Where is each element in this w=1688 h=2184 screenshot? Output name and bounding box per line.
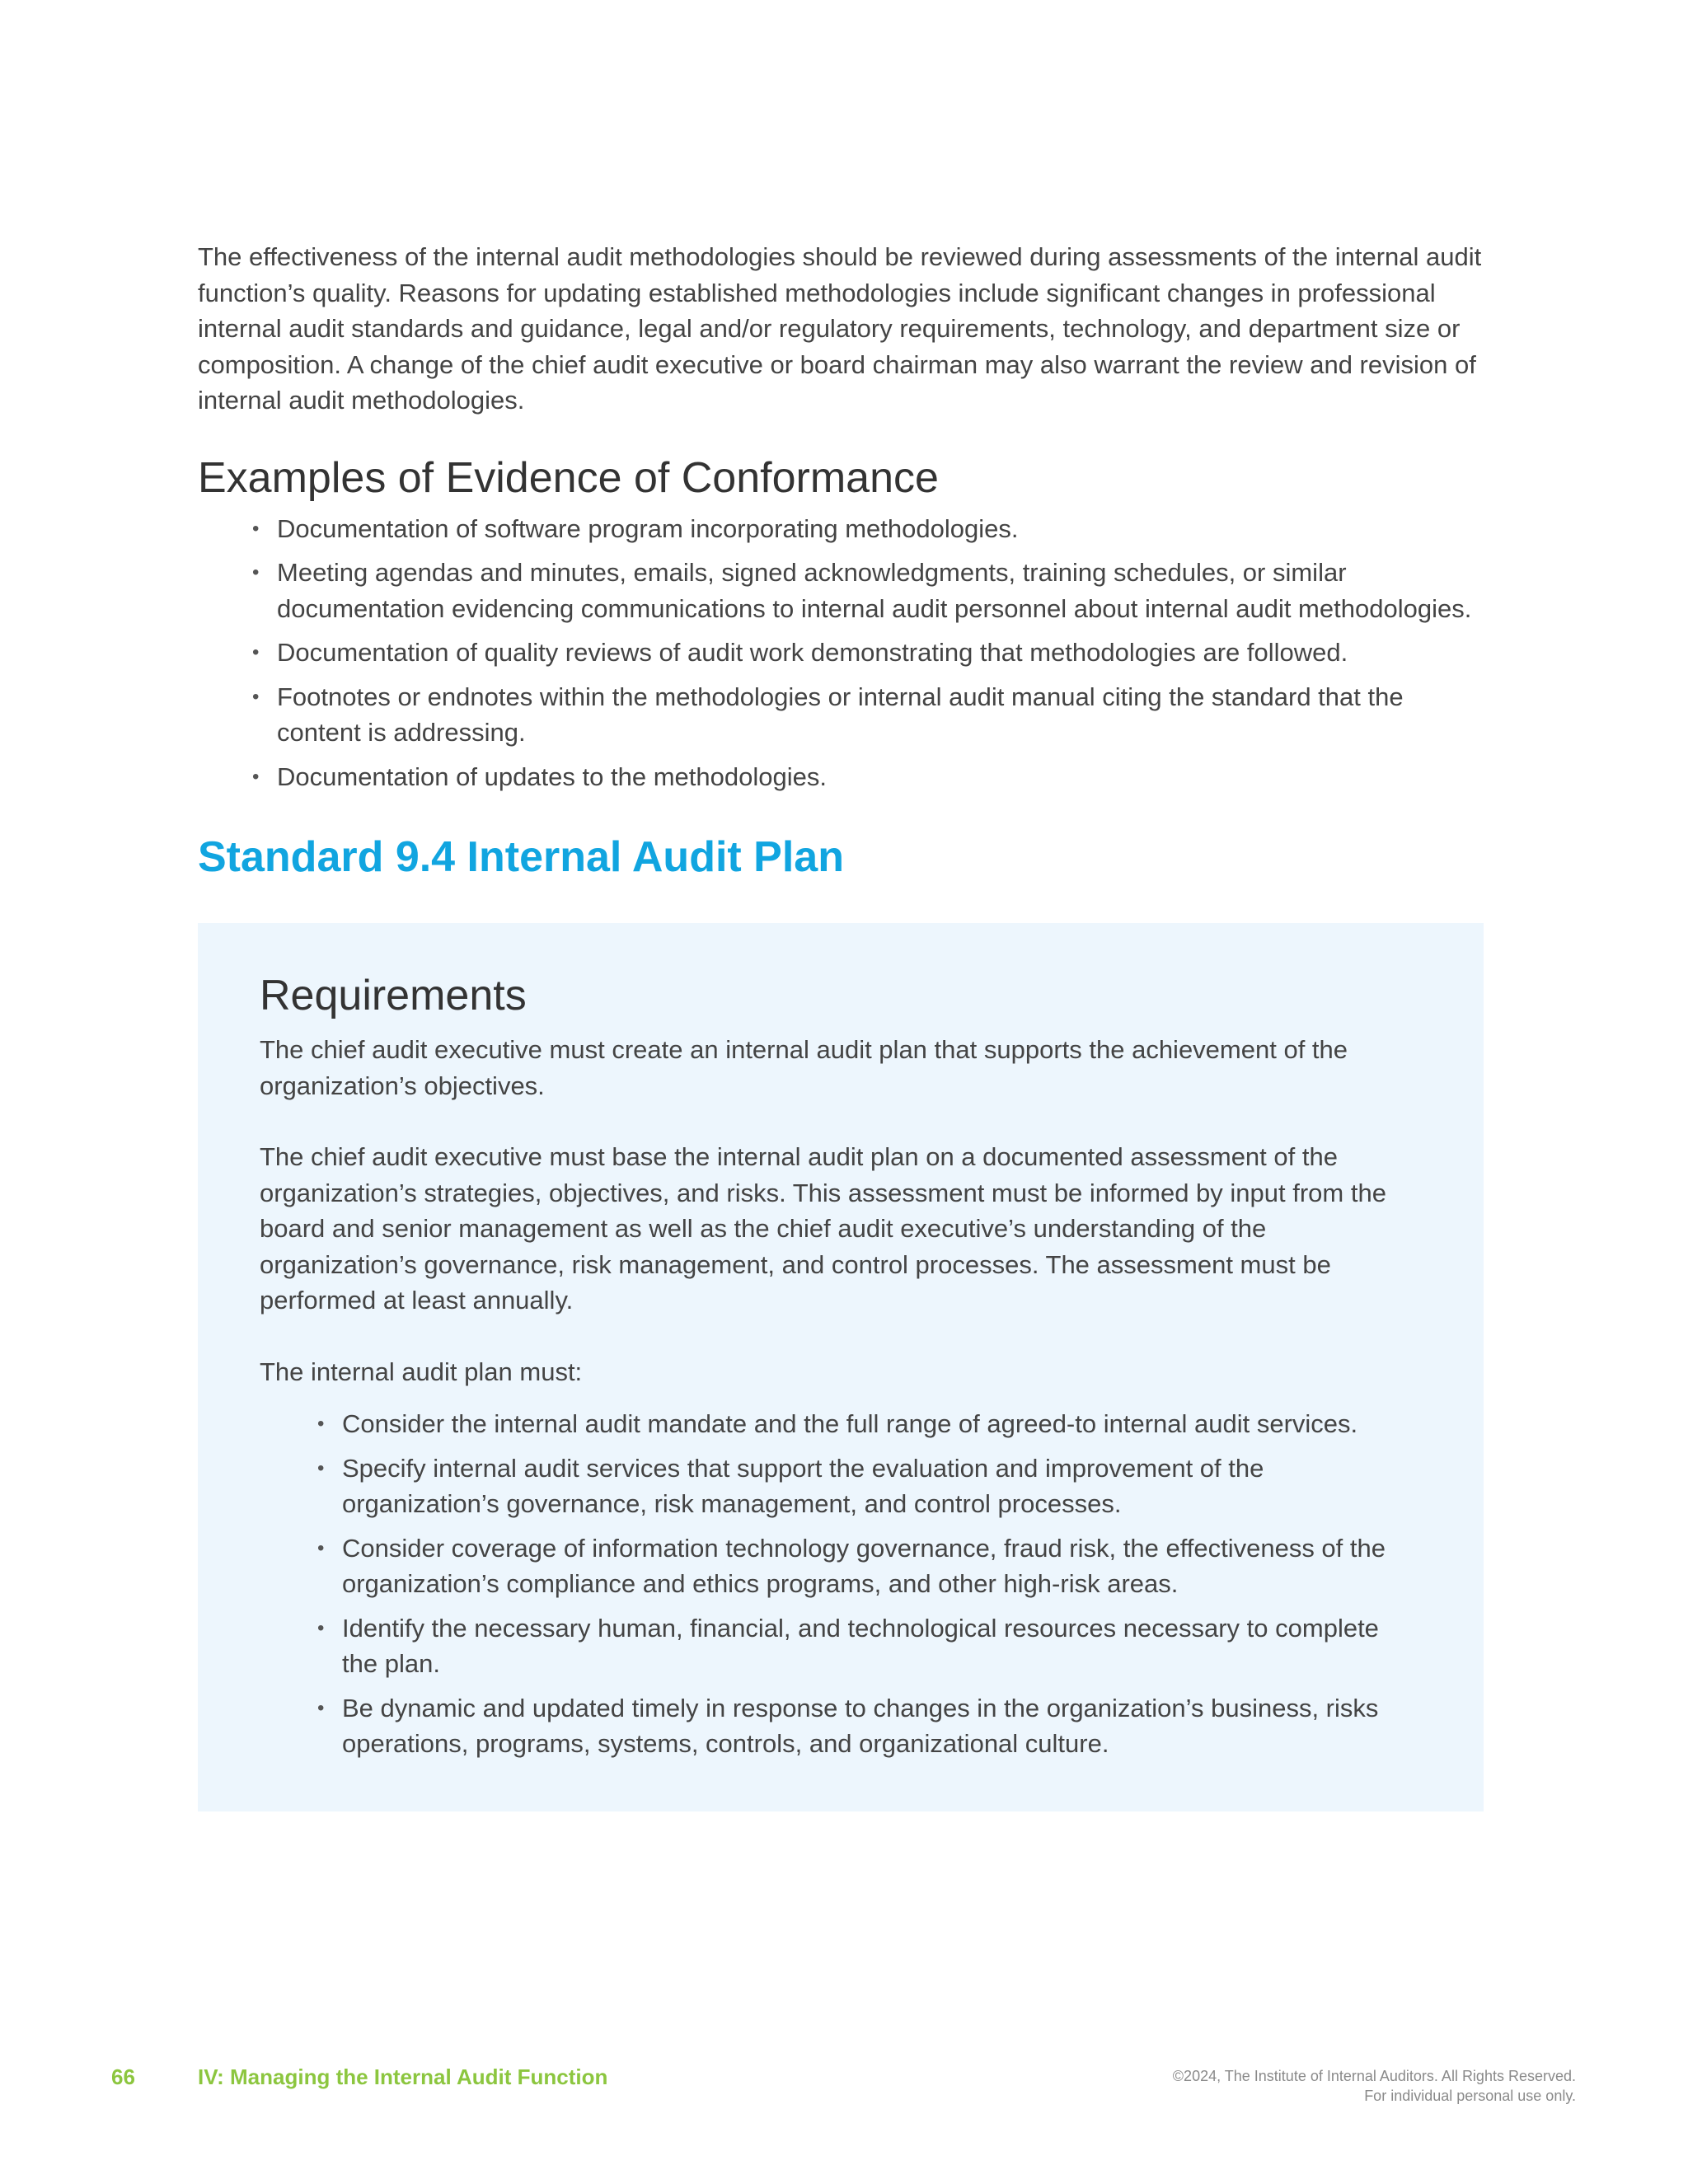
bullet-icon: • [317,1456,325,1479]
page-number: 66 [111,2064,135,2089]
requirements-paragraph: The chief audit executive must base the internal audit plan on a documented assessment of the organization’s strategies, objectives, and risks. This assessment must be informed by input from the board and senior management as well as the chief audit executive’s understanding of the organization’s governance, risk management, and control processes. The assessment must be performed at least annually. [260,1142,1386,1315]
list-item [252,511,1484,547]
list-item-text: Documentation of quality reviews of audit work demonstrating that methodologies are followed. [277,638,1348,667]
requirements-paragraph: The internal audit plan must: [260,1357,583,1386]
list-item [252,759,1484,795]
page-footer [0,2064,1688,2114]
list-item-text: Footnotes or endnotes within the methodologies or internal audit manual citing the standard that the content is addressing. [277,682,1404,747]
list-item [252,555,1484,626]
page-content [198,239,1484,1811]
list-item [252,679,1484,751]
bullet-icon: • [252,517,260,540]
bullet-icon: • [252,765,260,788]
bullet-icon: • [317,1536,325,1559]
list-item [317,1610,1418,1682]
bullet-icon: • [252,685,260,708]
list-item [317,1451,1418,1522]
list-item-text: Be dynamic and updated timely in response to changes in the organization’s business, risks operations, programs, systems, controls, and organizational culture. [342,1693,1379,1758]
list-item-text: Consider coverage of information technology governance, fraud risk, the effectiveness of the organization’s compliance and ethics programs, and other high-risk areas. [342,1533,1386,1598]
bullet-icon: • [317,1616,325,1639]
list-item-text: Identify the necessary human, financial, and technological resources necessary to complete the plan. [342,1613,1379,1678]
list-item-text: Documentation of software program incorporating methodologies. [277,513,1019,543]
bullet-icon: • [317,1696,325,1719]
copyright-notice [1173,2066,1576,2106]
list-item-text: Consider the internal audit mandate and the full range of agreed-to internal audit services. [342,1409,1358,1438]
list-item [317,1690,1418,1762]
bullet-icon: • [317,1413,325,1435]
list-item-text: Meeting agendas and minutes, emails, signed acknowledgments, training schedules, or similar documentation evidencing communications to internal audit personnel about internal audit methodologies. [277,558,1472,623]
evidence-heading: Examples of Evidence of Conformance [198,453,939,502]
evidence-list [198,511,1484,795]
list-item-text: Specify internal audit services that support the evaluation and improvement of the organization’s governance, risk management, and control processes. [342,1453,1264,1518]
requirements-box [198,923,1484,1811]
list-item [317,1530,1418,1602]
standard-heading: Standard 9.4 Internal Audit Plan [198,833,844,881]
requirements-list [260,1406,1418,1762]
chapter-title: IV: Managing the Internal Audit Function [198,2064,608,2089]
copyright-line: ©2024, The Institute of Internal Auditors. All Rights Reserved. [1172,2068,1576,2084]
requirements-heading: Requirements [260,972,527,1019]
bullet-icon: • [252,561,260,583]
list-item [252,635,1484,671]
usage-line: For individual personal use only. [1364,2088,1576,2104]
bullet-icon: • [252,641,260,663]
list-item-text: Documentation of updates to the methodologies. [277,762,827,791]
requirements-paragraph: The chief audit executive must create an internal audit plan that supports the achievement of the organization’s objectives. [260,1035,1348,1100]
intro-paragraph: The effectiveness of the internal audit methodologies should be reviewed during assessments of the internal audit function’s quality. Reasons for updating established methodologies include significant changes in professional internal audit standards and guidance, legal and/or regulatory requirements, technology, and department size or composition. A change of the chief audit executive or board chairman may also warrant the review and revision of internal audit methodologies. [198,242,1482,415]
list-item [317,1406,1418,1442]
